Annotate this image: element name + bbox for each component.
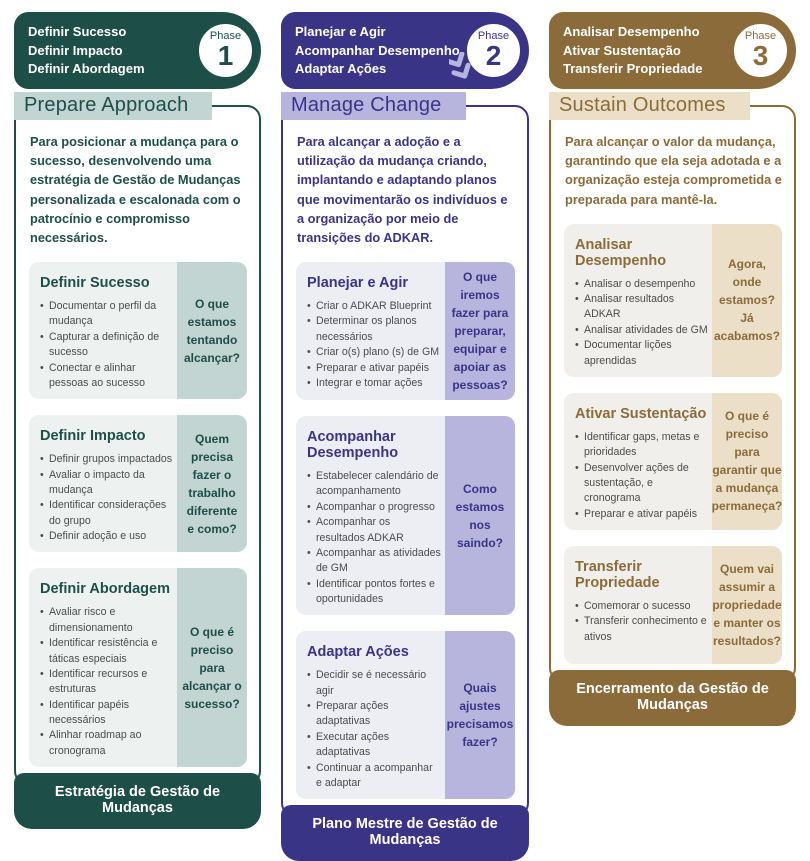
bullet-item: • Acompanhar os resultados ADKAR xyxy=(307,515,441,546)
section-definir-abordagem xyxy=(29,568,247,767)
section-content xyxy=(29,568,177,767)
badge-word: Phase xyxy=(744,30,777,43)
section-question: O que iremos fazer para preparar, equipar e apoiar as pessoas? xyxy=(445,262,515,400)
bullet-item: • Preparar ações adaptativas xyxy=(307,699,441,730)
rotation-chevrons-icon xyxy=(449,52,473,86)
header-activity: Definir Sucesso xyxy=(28,24,127,39)
bullet-item: • Criar o(s) plano (s) de GM xyxy=(307,345,441,360)
bullet-item: • Capturar a definição de sucesso xyxy=(40,330,173,361)
section-title: Definir Impacto xyxy=(40,428,146,445)
phase-3-title: Sustain Outcomes xyxy=(549,92,750,120)
section-question: Como estamos nos saindo? xyxy=(445,416,515,615)
phase-3-column xyxy=(549,12,796,714)
section-title: Adaptar Ações xyxy=(307,644,409,661)
bullet-item: • Documentar o perfil da mudança xyxy=(40,299,173,330)
section-question: O que estamos tentando alcançar? xyxy=(177,262,247,399)
section-bullets xyxy=(40,299,173,391)
bullet-item: • Criar o ADKAR Blueprint xyxy=(307,299,441,314)
phase-3-intro: Para alcançar o valor da mudança, garantindo que ela seja adotada e a organização esteja comprometida e preparada para mantê-la. xyxy=(565,134,782,207)
section-bullets xyxy=(40,605,173,759)
bullet-item: • Identificar recursos e estruturas xyxy=(40,667,173,698)
phase-1-card xyxy=(14,105,261,785)
section-bullets xyxy=(575,599,708,645)
bullet-item: • Definir grupos impactados xyxy=(40,452,173,467)
section-question: Quem precisa fazer o trabalho diferente e como? xyxy=(177,415,247,552)
bullet-item: • Avaliar risco e dimensionamento xyxy=(40,605,173,636)
bullet-item: • Analisar o desempenho xyxy=(575,277,708,292)
section-adaptar-acoes xyxy=(296,631,515,799)
section-definir-impacto xyxy=(29,415,247,552)
header-activity: Analisar Desempenho xyxy=(563,24,700,39)
badge-number: 3 xyxy=(752,40,769,72)
bullet-item: • Preparar e ativar papéis xyxy=(575,507,708,522)
header-activity: Acompanhar Desempenho xyxy=(295,42,460,58)
section-content xyxy=(564,393,712,530)
section-question: O que é preciso para alcançar o sucesso? xyxy=(177,568,247,767)
header-activity: Transferir Propriedade xyxy=(563,61,703,77)
phase-1-intro: Para posicionar a mudança para o sucesso, desenvolvendo uma estratégia de Gestão de Mudanças personalizada e escalonada com o patrocínio e compromisso necessários. xyxy=(30,134,241,245)
bullet-item: • Analisar resultados ADKAR xyxy=(575,292,708,323)
bullet-item: • Comemorar o sucesso xyxy=(575,599,708,614)
bullet-item: • Determinar os planos necessários xyxy=(307,314,441,345)
phase-2-column xyxy=(281,12,529,849)
section-content xyxy=(296,262,445,400)
section-content xyxy=(296,631,445,799)
phase-2-title: Manage Change xyxy=(281,92,466,120)
bullet-item: • Conectar e alinhar pessoas ao sucesso xyxy=(40,361,173,392)
section-bullets xyxy=(575,277,708,369)
section-transferir-propriedade xyxy=(564,546,782,664)
section-question: Quais ajustes precisamos fazer? xyxy=(445,631,515,799)
section-title: Definir Abordagem xyxy=(40,581,170,598)
header-activity: Planejar e Agir xyxy=(295,24,386,39)
section-bullets xyxy=(575,430,708,522)
section-question: Agora, onde estamos? Já acabamos? xyxy=(712,224,782,377)
bullet-item: • Identificar pontos fortes e oportunidades xyxy=(307,577,441,608)
bullet-item: • Integrar e tomar ações xyxy=(307,376,441,391)
bullet-item: • Estabelecer calendário de acompanhamento xyxy=(307,469,441,500)
phase-2-card xyxy=(281,105,529,817)
section-definir-sucesso xyxy=(29,262,247,399)
bullet-item: • Preparar e ativar papéis xyxy=(307,361,441,376)
bullet-item: • Executar ações adaptativas xyxy=(307,730,441,761)
section-content xyxy=(29,262,177,399)
section-analisar-desempenho xyxy=(564,224,782,377)
phase-1-column xyxy=(14,12,261,817)
section-title: Definir Sucesso xyxy=(40,275,150,292)
bullet-item: • Alinhar roadmap ao cronograma xyxy=(40,728,173,759)
section-bullets xyxy=(307,469,441,607)
badge-word: Phase xyxy=(477,30,510,43)
section-question: O que é preciso para garantir que a mudança permaneça? xyxy=(712,393,782,530)
bullet-item: • Definir adoção e uso xyxy=(40,529,173,544)
section-content xyxy=(296,416,445,615)
section-bullets xyxy=(40,452,173,544)
bullet-item: • Documentar lições aprendidas xyxy=(575,338,708,369)
section-title: Transferir Propriedade xyxy=(575,559,660,592)
section-ativar-sustentacao xyxy=(564,393,782,530)
phase-1-badge-icon xyxy=(195,20,256,81)
header-activity: Definir Abordagem xyxy=(28,61,145,77)
phase-2-footer: Plano Mestre de Gestão de Mudanças xyxy=(281,805,529,861)
section-title: Planejar e Agir xyxy=(307,275,409,292)
phase-3-badge-icon xyxy=(730,20,791,81)
section-bullets xyxy=(307,668,441,791)
section-content xyxy=(564,224,712,377)
section-question: Quem vai assumir a propriedade e manter os resultados? xyxy=(712,546,782,664)
bullet-item: • Identificar gaps, metas e prioridades xyxy=(575,430,708,461)
bullet-item: • Decidir se é necessário agir xyxy=(307,668,441,699)
phase-3-header xyxy=(549,12,796,89)
bullet-item: • Transferir conhecimento e ativos xyxy=(575,614,708,645)
bullet-item: • Identificar papéis necessários xyxy=(40,698,173,729)
section-title: Ativar Sustentação xyxy=(575,405,707,422)
bullet-item: • Identificar resistência e táticas especiais xyxy=(40,636,173,667)
section-title: Acompanhar Desempenho xyxy=(307,429,399,462)
bullet-item: • Identificar considerações do grupo xyxy=(40,498,173,529)
section-title: Analisar Desempenho xyxy=(575,236,667,269)
section-acompanhar-desempenho xyxy=(296,416,515,615)
badge-number: 1 xyxy=(217,40,234,72)
bullet-item: • Avaliar o impacto da mudança xyxy=(40,468,173,499)
bullet-item: • Analisar atividades de GM xyxy=(575,323,708,338)
header-activity: Definir Impacto xyxy=(28,42,123,58)
phase-3-card xyxy=(549,105,796,682)
phase-1-footer: Estratégia de Gestão de Mudanças xyxy=(14,773,261,829)
phase-2-intro: Para alcançar a adoção e a utilização da mudança criando, implantando e adaptando planos que movimentarão os indivíduos e a organização por meio de transições do ADKAR. xyxy=(297,134,508,245)
bullet-item: • Desenvolver ações de sustentação, e cronograma xyxy=(575,461,708,507)
phase-3-footer: Encerramento da Gestão de Mudanças xyxy=(549,670,796,726)
header-activity: Adaptar Ações xyxy=(295,61,387,77)
badge-word: Phase xyxy=(209,30,242,43)
bullet-item: • Acompanhar o progresso xyxy=(307,500,441,515)
section-bullets xyxy=(307,299,441,391)
header-activity: Ativar Sustentação xyxy=(563,42,681,58)
section-content xyxy=(564,546,712,664)
phase-2-header xyxy=(281,12,529,89)
badge-number: 2 xyxy=(485,40,502,72)
bullet-item: • Continuar a acompanhar e adaptar xyxy=(307,761,441,792)
bullet-item: • Acompanhar as atividades de GM xyxy=(307,546,441,577)
section-planejar-e-agir xyxy=(296,262,515,400)
section-content xyxy=(29,415,177,552)
phase-1-header xyxy=(14,12,261,89)
phase-1-title: Prepare Approach xyxy=(14,92,212,120)
